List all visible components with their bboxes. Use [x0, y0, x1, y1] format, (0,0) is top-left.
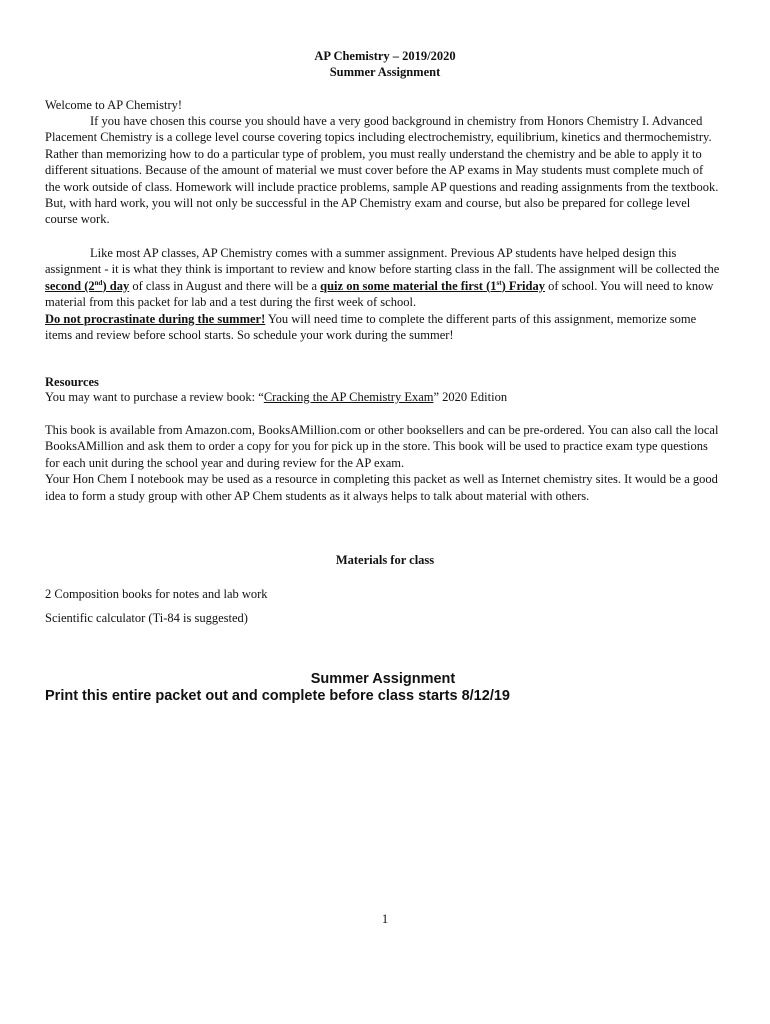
print-instruction: Print this entire packet out and complete before class starts 8/12/19 [45, 688, 510, 704]
quiz-emphasis: quiz on some material the first (1st) Friday [320, 278, 545, 293]
intro-paragraph-text: If you have chosen this course you should have a very good background in chemistry from Honors Chemistry I. Advanced Placement Chemistry is a college level course covering topics including electrochemistry, equilibrium, kinetics and thermochemistry. Rather than memorizing how to do a particular type of problem, you must really understand the chemistry and be able to apply it to different situations. Because of the amount of material we must cover before the AP exams in May students must complete much of the work outside of class. Homework will include practice problems, sample AP questions and reading assignments from the textbook. But, with hard work, you will not only be successful in the AP Chemistry exam and course, but also be prepared for college level course work. [45, 114, 719, 227]
materials-item: 2 Composition books for notes and lab work [45, 587, 268, 601]
book-availability-text: This book is available from Amazon.com, BooksAMillion.com or other booksellers and can be pre-ordered. You can also call the local BooksAMillion and ask them to order a copy for you for pick up in the store. This book will be used to practice exam type questions for each unit during the school year and during review for the AP exam. [45, 423, 719, 470]
materials-item: Scientific calculator (Ti-84 is suggested) [45, 611, 248, 625]
collection-day-emphasis: second (2nd) day [45, 278, 130, 293]
review-book-line: You may want to purchase a review book: “Cracking the AP Chemistry Exam” 2020 Edition [45, 390, 508, 404]
procrastinate-warning: Do not procrastinate during the summer! [45, 311, 266, 326]
materials-heading: Materials for class [335, 553, 435, 567]
assignment-text-c: of school. You will need to know material from this packet for lab and a test during the first week of school. [45, 278, 714, 310]
resources-heading: Resources [45, 375, 99, 389]
document-subtitle: Summer Assignment [329, 65, 441, 79]
assignment-text-d: You will need time to complete the different parts of this assignment, memorize some items and review before school starts. So schedule your work during the summer! [45, 311, 697, 343]
resources-paragraph [45, 422, 721, 504]
assignment-paragraph [45, 245, 721, 343]
page-number: 1 [381, 912, 389, 926]
assignment-text-a: Like most AP classes, AP Chemistry comes with a summer assignment. Previous AP students have helped design this assignment - it is what they think is important to review and know before starting class in the fall. The assignment will be collected the [45, 246, 720, 277]
document-title: AP Chemistry – 2019/2020 [314, 49, 456, 63]
notebook-resource-text: Your Hon Chem I notebook may be used as a resource in completing this packet as well as Internet chemistry sites. It would be a good idea to form a study group with other AP Chem students as it always helps to talk about material with others. [45, 472, 718, 503]
intro-paragraph [45, 113, 721, 228]
assignment-text-b: of class in August and there will be a [129, 278, 321, 293]
summer-assignment-heading: Summer Assignment [310, 671, 456, 687]
review-book-title: Cracking the AP Chemistry Exam [263, 390, 434, 404]
welcome-line: Welcome to AP Chemistry! [45, 98, 183, 112]
